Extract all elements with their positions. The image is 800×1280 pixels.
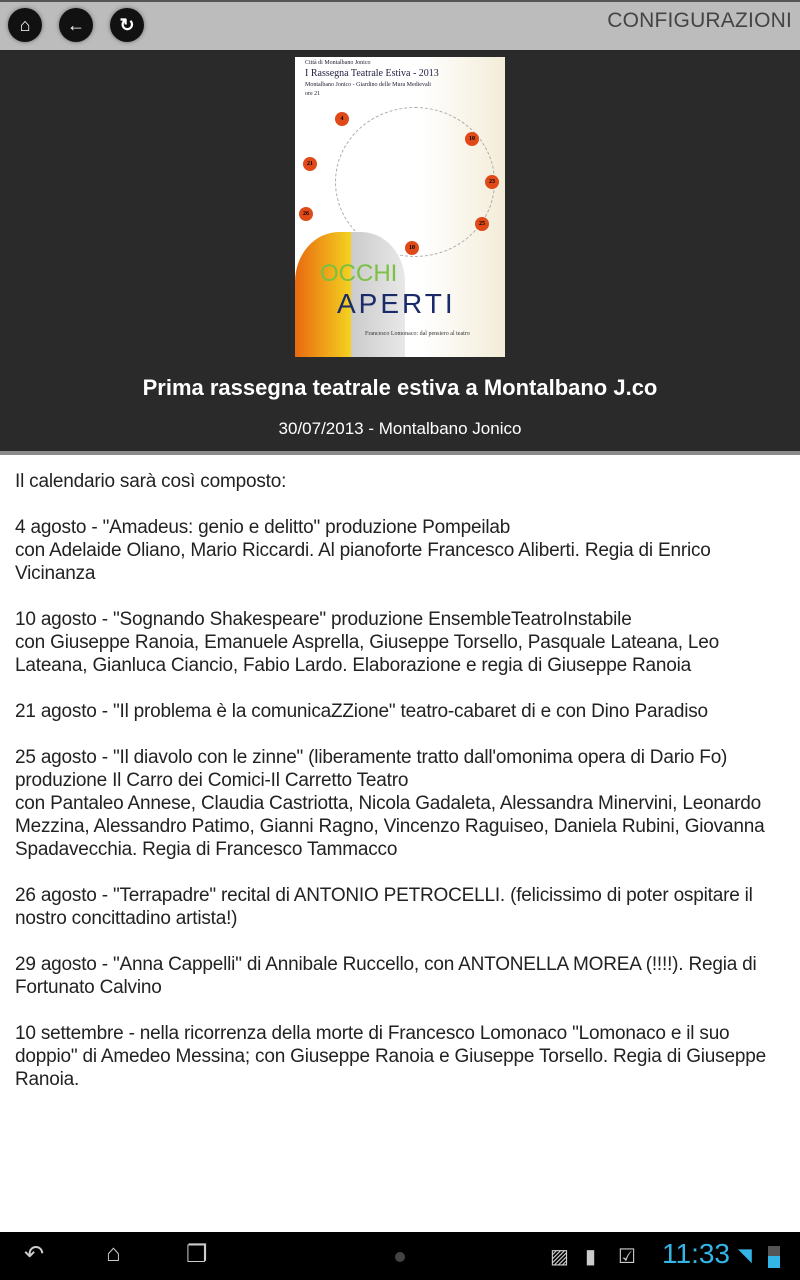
paragraph: 29 agosto - "Anna Cappelli" di Annibale Ruccello, con ANTONELLA MOREA (!!!!). Regia di Fortunato Calvino xyxy=(15,954,757,998)
poster-text: Montalbano Jonico - Giardino delle Mura Medievali xyxy=(305,82,431,88)
refresh-icon[interactable]: ↻ xyxy=(110,8,144,42)
poster-text: Francesco Lomonaco: dal pensiero al teatro xyxy=(365,331,470,337)
poster-date: 23 xyxy=(485,175,499,189)
event-poster-image[interactable] xyxy=(295,57,505,357)
back-icon[interactable]: ↶ xyxy=(24,1241,45,1268)
store-update-icon[interactable]: ☑ xyxy=(618,1246,636,1268)
clock[interactable]: 11:33 xyxy=(662,1238,730,1269)
sd-card-removed-icon[interactable]: ▮ xyxy=(585,1246,597,1268)
back-arrow-icon[interactable]: ← xyxy=(59,8,93,42)
article-header xyxy=(0,50,800,455)
poster-date: 25 xyxy=(475,217,489,231)
paragraph: 25 agosto - "Il diavolo con le zinne" (liberamente tratto dall'omonima opera di Dario Fo) produzione Il Carro dei Comici-Il Carretto Teatro con Pantaleo Annese, Claudia Castriotta, Nicola Gadaleta, Alessandra Minervini, Leonardo Mezzina, Alessandro Patimo, Gianni Ragno, Vincenzo Raguiseo, Daniela Rubini, Giovanna Spadavecchia. Regia di Francesco Tammacco xyxy=(15,747,765,860)
battery-icon xyxy=(768,1246,780,1268)
article-meta: 30/07/2013 - Montalbano Jonico xyxy=(278,419,522,438)
configurazioni-button[interactable]: CONFIGURAZIONI xyxy=(607,9,792,32)
paragraph: Il calendario sarà così composto: xyxy=(15,471,287,492)
poster-text: Città di Montalbano Jonico xyxy=(305,60,371,66)
poster-date: 4 xyxy=(335,112,349,126)
poster-text: APERTI xyxy=(337,288,456,319)
gallery-notification-icon[interactable]: ▨ xyxy=(550,1246,569,1268)
dot-indicator xyxy=(395,1252,405,1262)
poster-date: 21 xyxy=(303,157,317,171)
article-title: Prima rassegna teatrale estiva a Montalbano J.co xyxy=(142,375,658,400)
poster-date: 26 xyxy=(299,207,313,221)
poster-date: 10 xyxy=(405,241,419,255)
paragraph: 21 agosto - "Il problema è la comunicaZZione" teatro-cabaret di e con Dino Paradiso xyxy=(15,701,708,722)
poster-text: OCCHI xyxy=(320,260,398,287)
system-navigation-bar xyxy=(0,1232,800,1280)
poster-text: ore 21 xyxy=(305,91,321,97)
paragraph: 10 settembre - nella ricorrenza della morte di Francesco Lomonaco "Lomonaco e il suo doppio" di Amedeo Messina; con Giuseppe Ranoia e Giuseppe Torsello. Regia di Giuseppe Ranoia. xyxy=(15,1023,766,1090)
home-icon[interactable]: ⌂ xyxy=(106,1240,121,1267)
recent-apps-icon[interactable]: ❐ xyxy=(186,1241,208,1268)
article-body xyxy=(15,470,790,1114)
poster-text: I Rassegna Teatrale Estiva - 2013 xyxy=(305,68,439,79)
paragraph: 10 agosto - "Sognando Shakespeare" produzione EnsembleTeatroInstabile con Giuseppe Ranoia, Emanuele Asprella, Giuseppe Torsello, Pasquale Lateana, Leo Lateana, Gianluca Ciancio, Fabio Lardo. Elaborazione e regia di Giuseppe Ranoia xyxy=(15,609,720,676)
home-icon[interactable]: ⌂ xyxy=(8,8,42,42)
wifi-icon: ◥ xyxy=(738,1245,752,1265)
app-toolbar xyxy=(0,0,800,50)
paragraph: 26 agosto - "Terrapadre" recital di ANTONIO PETROCELLI. (felicissimo di poter ospitare il nostro concittadino artista!) xyxy=(15,885,753,929)
poster-date: 10 xyxy=(465,132,479,146)
paragraph: 4 agosto - "Amadeus: genio e delitto" produzione Pompeilab con Adelaide Oliano, Mario Riccardi. Al pianoforte Francesco Aliberti. Regia di Enrico Vicinanza xyxy=(15,517,711,584)
